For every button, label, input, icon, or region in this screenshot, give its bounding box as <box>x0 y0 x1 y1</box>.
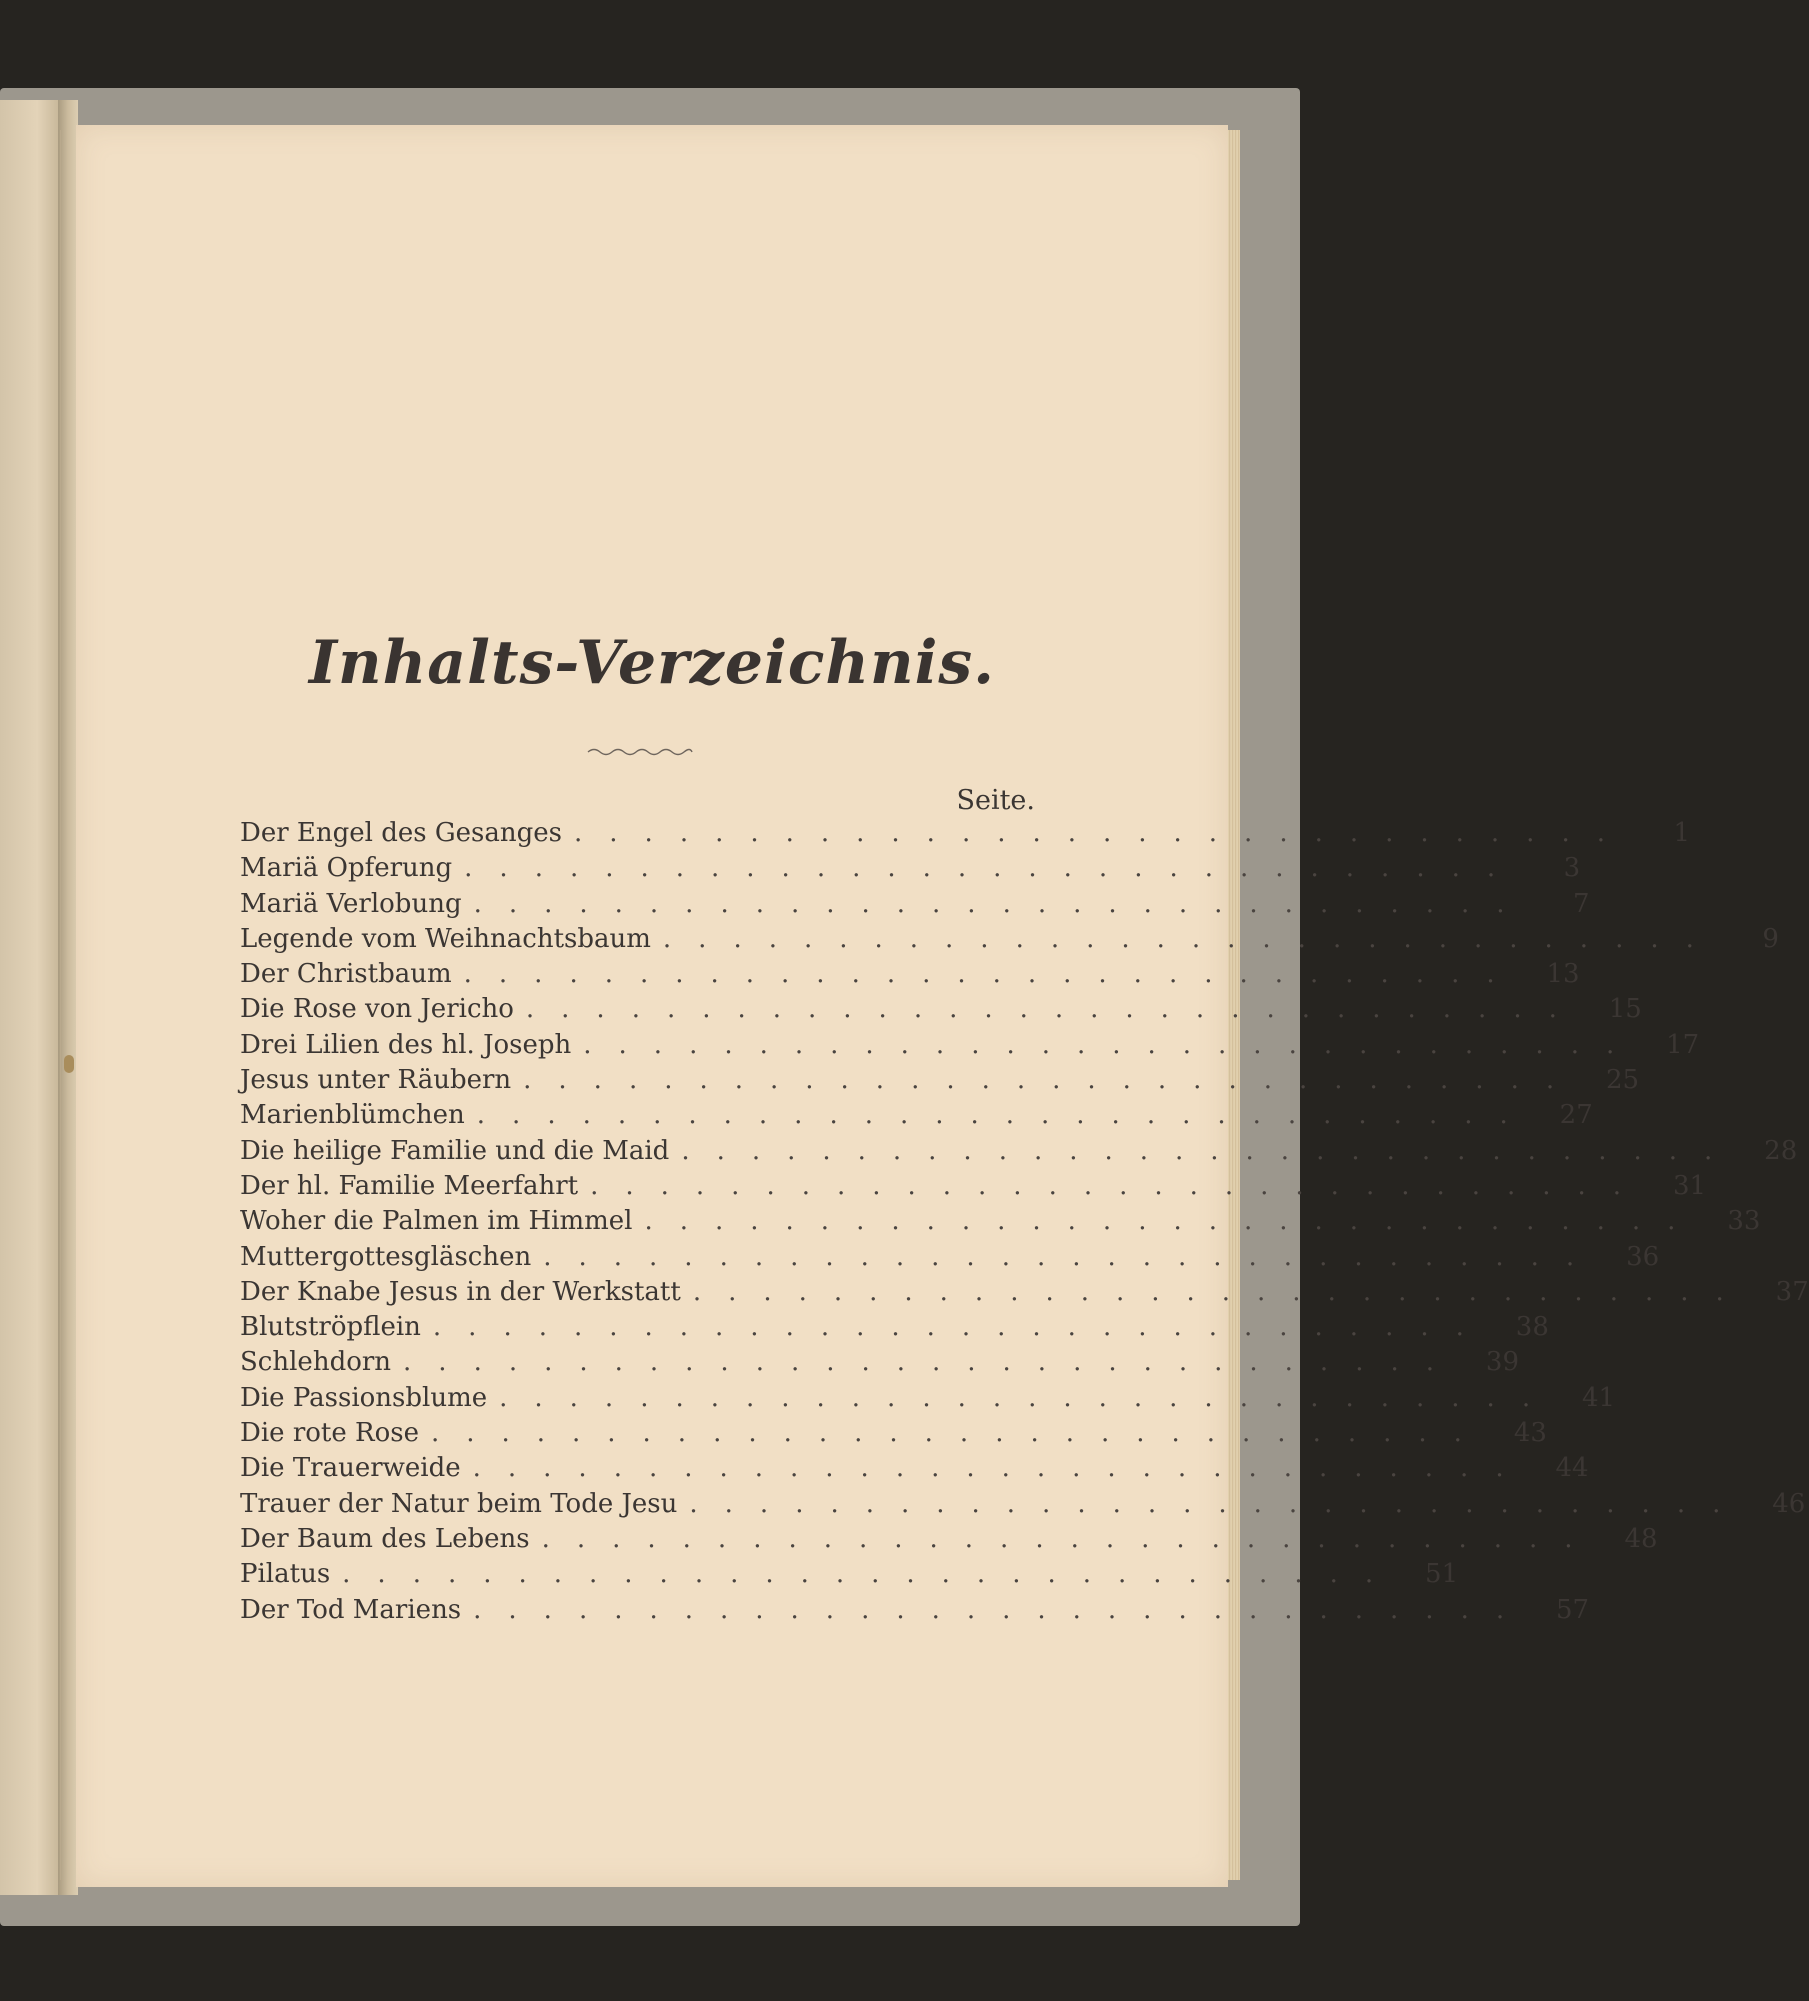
toc-entry-title: Trauer der Natur beim Tode Jesu <box>240 1488 678 1519</box>
toc-entry <box>240 1559 1459 1594</box>
toc-entry-page: 36 <box>1626 1241 1660 1272</box>
toc-entry-page: 41 <box>1582 1382 1616 1413</box>
toc-leader-dots: .............................. <box>430 1418 1489 1449</box>
toc-entry-page: 7 <box>1573 888 1590 919</box>
toc-entry-title: Der Baum des Lebens <box>240 1523 530 1554</box>
toc-entry <box>240 1453 1589 1488</box>
toc-entry-title: Drei Lilien des hl. Joseph <box>240 1029 572 1060</box>
toc-leader-dots: .............................. <box>499 1382 1558 1413</box>
toc-entry <box>240 1100 1593 1135</box>
toc-entry-title: Die Passionsblume <box>240 1382 488 1413</box>
toc-entry <box>240 1523 1658 1559</box>
toc-entry-title: Die rote Rose <box>240 1418 419 1449</box>
toc-entry-title: Die Rose von Jericho <box>240 994 514 1025</box>
toc-entry-title: Mariä Opferung <box>240 853 453 884</box>
table-of-contents <box>240 818 1809 1630</box>
toc-entry-page: 51 <box>1425 1559 1459 1590</box>
toc-leader-dots: .............................. <box>342 1559 1401 1590</box>
toc-entry-title: Woher die Palmen im Himmel <box>240 1206 633 1237</box>
toc-entry <box>240 1312 1549 1347</box>
toc-entry-page: 46 <box>1772 1488 1806 1519</box>
toc-entry-page: 1 <box>1673 818 1690 848</box>
toc-leader-dots: .............................. <box>464 853 1523 884</box>
toc-entry-title: Legende vom Weihnachtsbaum <box>240 923 651 954</box>
toc-entry-title: Die Trauerweide <box>240 1453 461 1484</box>
toc-entry-page: 25 <box>1606 1065 1640 1096</box>
toc-entry <box>240 1488 1806 1524</box>
toc-leader-dots: .............................. <box>403 1347 1461 1378</box>
toc-entry-page: 3 <box>1563 853 1581 884</box>
toc-entry <box>240 1382 1616 1418</box>
toc-entry-page: 37 <box>1775 1276 1809 1307</box>
toc-entry-page: 39 <box>1485 1347 1519 1378</box>
toc-leader-dots: .............................. <box>472 1453 1531 1484</box>
toc-entry <box>240 818 1690 853</box>
toc-leader-dots: .............................. <box>543 1241 1602 1272</box>
toc-entry-title: Muttergottesgläschen <box>240 1241 532 1272</box>
toc-entry-title: Schlehdorn <box>240 1347 392 1378</box>
toc-leader-dots: .............................. <box>574 818 1632 848</box>
binding-stain <box>64 1055 74 1073</box>
gutter-line <box>60 130 61 1880</box>
toc-entry-page: 31 <box>1672 1170 1707 1201</box>
toc-entry <box>240 1135 1798 1171</box>
toc-entry-page: 13 <box>1546 959 1580 990</box>
toc-leader-dots: .............................. <box>662 923 1721 954</box>
toc-entry-title: Der hl. Familie Meerfahrt <box>240 1170 579 1201</box>
page-title: Inhalts-Verzeichnis. <box>308 628 996 698</box>
toc-entry-title: Jesus unter Räubern <box>240 1065 512 1096</box>
toc-leader-dots: .............................. <box>681 1135 1740 1166</box>
toc-entry-title: Der Engel des Gesanges <box>240 818 563 848</box>
toc-entry <box>240 888 1590 924</box>
toc-entry-page: 17 <box>1666 1029 1700 1060</box>
toc-entry <box>240 994 1642 1029</box>
toc-leader-dots: .............................. <box>644 1206 1703 1237</box>
toc-entry-page: 44 <box>1555 1453 1589 1484</box>
toc-leader-dots: .............................. <box>432 1312 1491 1343</box>
toc-entry-page: 48 <box>1624 1523 1658 1554</box>
toc-entry-title: Marienblümchen <box>240 1100 465 1131</box>
toc-entry <box>240 959 1580 994</box>
toc-leader-dots: .............................. <box>523 1065 1582 1096</box>
toc-leader-dots: .............................. <box>525 994 1584 1025</box>
left-page-edge <box>0 100 62 1895</box>
page-column-header: Seite. <box>956 785 1035 816</box>
toc-entry <box>240 1029 1700 1065</box>
toc-entry <box>240 1418 1547 1453</box>
toc-entry <box>240 1347 1519 1382</box>
toc-entry-title: Blutströpflein <box>240 1312 421 1343</box>
toc-entry-title: Der Tod Mariens <box>240 1594 462 1625</box>
toc-entry-page: 43 <box>1513 1418 1547 1449</box>
toc-entry-page: 28 <box>1764 1135 1798 1166</box>
toc-leader-dots: .............................. <box>583 1029 1642 1060</box>
wave-ornament-icon <box>586 746 694 758</box>
toc-entry-page: 33 <box>1727 1206 1761 1237</box>
toc-leader-dots: .............................. <box>476 1100 1535 1131</box>
toc-entry <box>240 1594 1590 1630</box>
toc-entry-title: Der Christbaum <box>240 959 452 990</box>
toc-entry-page: 9 <box>1762 923 1779 954</box>
toc-entry <box>240 1206 1761 1241</box>
toc-leader-dots: .............................. <box>590 1170 1649 1201</box>
toc-entry-page: 15 <box>1608 994 1642 1025</box>
toc-leader-dots: .............................. <box>473 1594 1532 1625</box>
toc-entry-title: Der Knabe Jesus in der Werkstatt <box>240 1276 681 1307</box>
toc-leader-dots: .............................. <box>692 1276 1751 1307</box>
toc-leader-dots: .............................. <box>541 1523 1600 1554</box>
toc-entry-page: 57 <box>1556 1594 1590 1625</box>
toc-entry-page: 38 <box>1515 1312 1549 1343</box>
toc-entry <box>240 1276 1809 1312</box>
toc-leader-dots: .............................. <box>473 888 1532 919</box>
toc-entry <box>240 1170 1707 1206</box>
toc-entry <box>240 923 1779 959</box>
toc-entry-page: 27 <box>1559 1100 1593 1131</box>
toc-entry <box>240 1241 1660 1277</box>
toc-entry-title: Mariä Verlobung <box>240 888 462 919</box>
toc-entry-title: Die heilige Familie und die Maid <box>240 1135 670 1166</box>
toc-entry <box>240 1065 1640 1100</box>
toc-entry <box>240 853 1581 888</box>
book-gutter <box>58 100 78 1895</box>
toc-entry-title: Pilatus <box>240 1559 331 1590</box>
toc-leader-dots: .............................. <box>689 1488 1748 1519</box>
toc-leader-dots: .............................. <box>463 959 1522 990</box>
